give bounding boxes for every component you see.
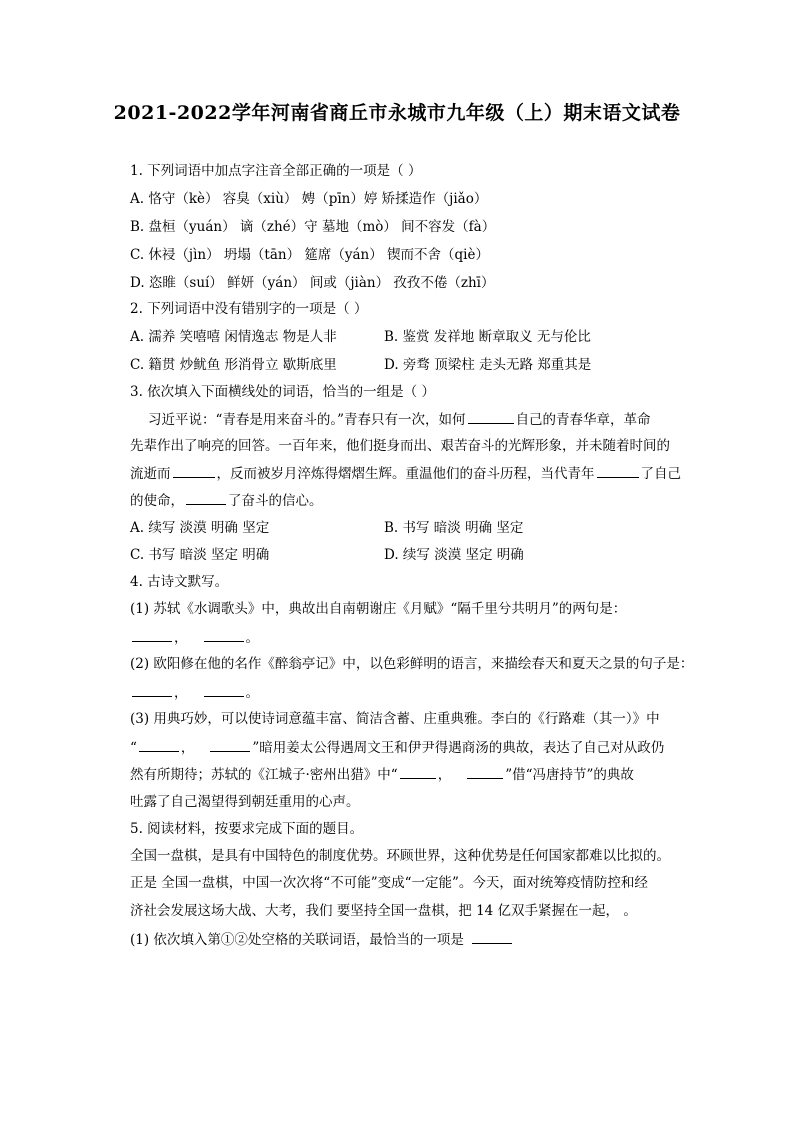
question-1-option-b: B. 盘桓（yuán） 谪（zhé）守 墓地（mò） 间不容发（fà）: [130, 219, 496, 235]
terminator: 。: [245, 685, 259, 701]
question-1-stem: 1. 下列词语中加点字注音全部正确的一项是（ ）: [130, 163, 422, 179]
question-4-sub-1: (1) 苏轼《水调歌头》中，典故出自南朝谢庄《月赋》“隔千里兮共明月”的两句是：: [130, 601, 627, 617]
question-5-passage-line-1: 全国一盘棋，是具有中国特色的制度优势。环顾世界，这种优势是任何国家都难以比拟的。: [130, 848, 670, 864]
question-1-option-d: D. 恣睢（suí） 鲜妍（yán） 间或（jiàn） 孜孜不倦（zhī）: [130, 275, 495, 291]
question-3-option-b: B. 书写 暗淡 明确 坚定: [384, 520, 524, 536]
passage-text: 习近平说：“青春是用来奋斗的。”青春只有一次，如何: [148, 412, 466, 428]
question-3-option-a: A. 续写 淡漠 明确 坚定: [130, 520, 270, 536]
question-4-stem: 4. 古诗文默写。: [130, 574, 229, 590]
fill-blank: [472, 930, 512, 944]
fill-blank: [210, 738, 250, 752]
passage-text: 然有所期待；苏轼的《江城子·密州出猎》中“: [130, 767, 398, 783]
question-4-sub-3-line-2: [130, 738, 664, 757]
fill-blank: [204, 628, 244, 642]
separator: ，: [437, 767, 452, 783]
quote-open: “: [130, 740, 137, 756]
fill-blank: [400, 765, 436, 779]
question-3-passage-line-1: [148, 410, 651, 429]
passage-text: (1) 依次填入第①②处空格的关联词语，最恰当的一项是: [130, 932, 464, 948]
page-title: 2021-2022学年河南省商丘市永城市九年级（上）期末语文试卷: [113, 102, 681, 124]
question-4-sub-2-answer: [130, 683, 259, 702]
passage-text: 流逝而: [130, 466, 171, 482]
question-4-sub-3-line-4: 吐露了自己渴望得到朝廷重用的心声。: [130, 794, 360, 810]
fill-blank: [597, 464, 639, 478]
passage-text: 了自己: [640, 466, 681, 482]
question-4-sub-2: (2) 欧阳修在他的名作《醉翁亭记》中，以色彩鲜明的语言，来描绘春天和夏天之景的句子是：: [130, 656, 694, 672]
fill-blank: [139, 738, 179, 752]
passage-text: ，反而被岁月淬炼得熠熠生辉。重温他们的奋斗历程，当代青年: [216, 466, 595, 482]
question-2-option-a: A. 濡养 笑嘻嘻 闲情逸志 物是人非: [130, 329, 337, 345]
fill-blank: [468, 410, 514, 424]
passage-text: 自己的青春华章，革命: [515, 412, 651, 428]
question-2-option-b: B. 鉴赏 发祥地 断章取义 无与伦比: [384, 329, 591, 345]
question-3-passage-line-3: [130, 464, 681, 483]
question-1-option-a: A. 恪守（kè） 容臭（xiù） 娉（pīn）婷 矫揉造作（jiǎo）: [130, 191, 488, 207]
question-3-option-c: C. 书写 暗淡 坚定 明确: [130, 547, 270, 563]
passage-text: ”暗用姜太公得遇周文王和伊尹得遇商汤的典故，表达了自己对从政仍: [252, 740, 665, 756]
question-3-option-d: D. 续写 淡漠 坚定 明确: [384, 547, 524, 563]
question-1-option-c: C. 休祲（jìn） 坍塌（tān） 筵席（yán） 锲而不舍（qiè）: [130, 247, 489, 263]
question-2-option-d: D. 旁骛 顶梁柱 走头无路 郑重其是: [384, 357, 592, 373]
question-4-sub-3: (3) 用典巧妙，可以使诗词意蕴丰富、简洁含蓄、庄重典雅。李白的《行路难（其一）》中: [130, 711, 660, 727]
fill-blank: [186, 491, 226, 505]
fill-blank: [204, 683, 244, 697]
separator: ，: [174, 630, 188, 646]
question-4-sub-3-line-3: [130, 765, 634, 784]
question-2-stem: 2. 下列词语中没有错别字的一项是（ ）: [130, 301, 368, 317]
separator: ，: [180, 740, 195, 756]
passage-text: 了奋斗的信心。: [228, 493, 323, 509]
question-3-passage-line-2: 先辈作出了响亮的回答。一百年来，他们挺身而出、艰苦奋斗的光辉形象，并未随着时间的: [130, 438, 670, 454]
passage-text: ”借“冯唐持节”的典故: [505, 767, 634, 783]
fill-blank: [132, 683, 172, 697]
fill-blank: [467, 765, 503, 779]
separator: ，: [174, 685, 188, 701]
question-4-sub-1-answer: [130, 628, 259, 647]
passage-text: 的使命，: [130, 493, 184, 509]
question-3-passage-line-4: [130, 491, 323, 510]
question-5-sub-1: [130, 930, 514, 949]
question-5-passage-line-2: 正是 全国一盘棋，中国一次次将“不可能”变成“一定能”。今天，面对统筹疫情防控和经: [130, 875, 648, 891]
terminator: 。: [245, 630, 259, 646]
question-2-option-c: C. 籍贯 炒鱿鱼 形消骨立 歇斯底里: [130, 357, 337, 373]
question-5-stem: 5. 阅读材料，按要求完成下面的题目。: [130, 821, 364, 837]
question-5-passage-line-3: 济社会发展这场大战、大考，我们 要坚持全国一盘棋，把 14 亿双手紧握在一起， 。: [130, 903, 637, 919]
fill-blank: [132, 628, 172, 642]
fill-blank: [173, 464, 215, 478]
question-3-stem: 3. 依次填入下面横线处的词语，恰当的一组是（ ）: [130, 384, 435, 400]
